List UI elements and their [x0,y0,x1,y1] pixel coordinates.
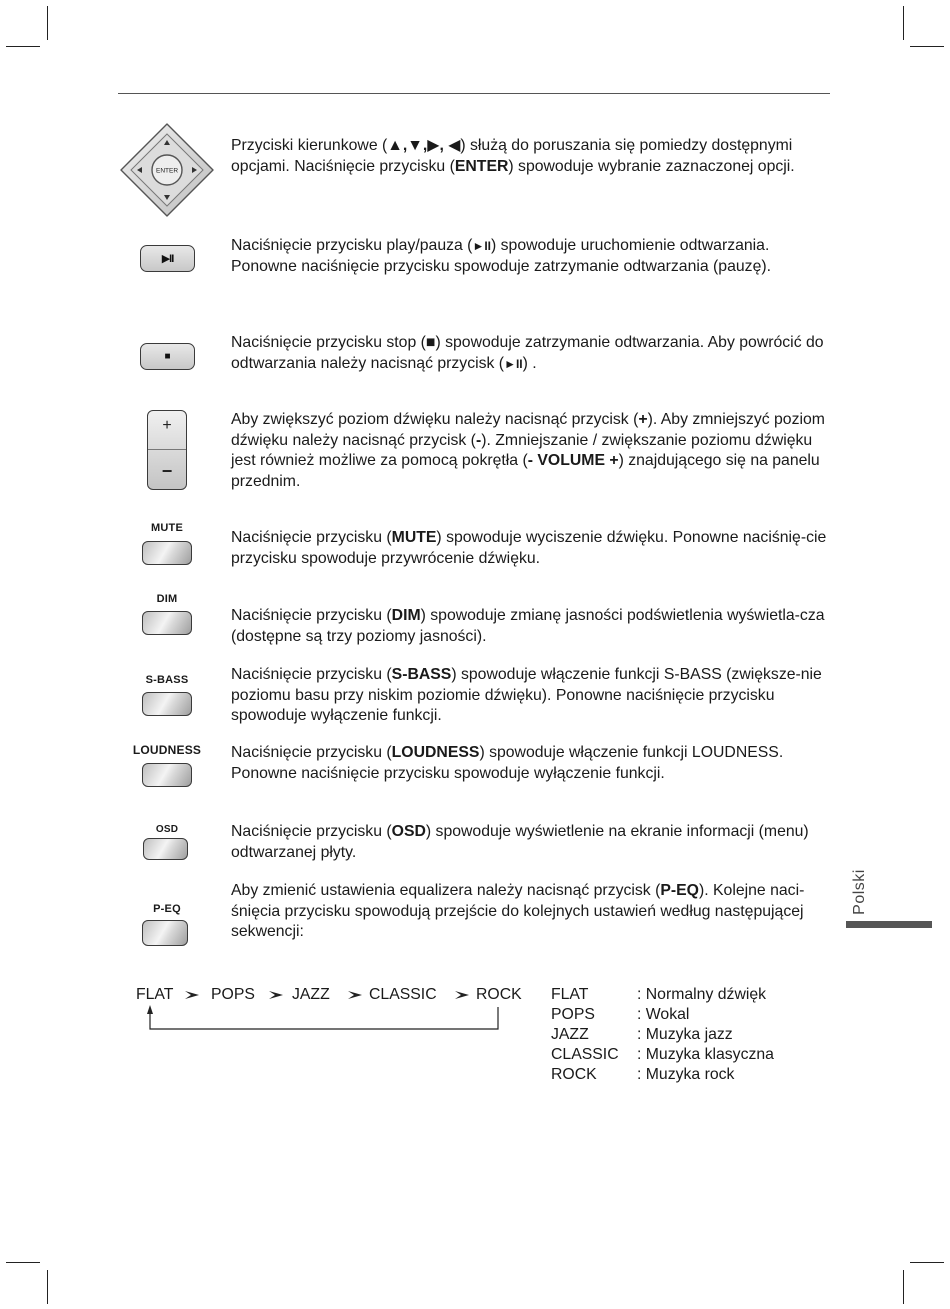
loudness-button-icon [142,763,192,787]
legend-value: : Muzyka jazz [637,1026,733,1043]
stop-glyph: ■ [425,334,436,351]
volume-description [231,410,833,492]
sequence-item: FLAT [136,986,174,1003]
text: ) znajdującego się na panelu przednim. [231,452,820,490]
sbass-button-icon [142,692,192,716]
play-pause-glyph: ►II [504,356,523,371]
text: ) spowoduje zatrzymanie odtwarzania. Aby powrócić do odtwarzania należy nacisnąć przycisk ( [231,334,824,372]
plus-sign: + [162,417,172,434]
text: Aby zmienić ustawienia equalizera należy nacisnąć przycisk ( [231,882,661,899]
legend-value: : Muzyka rock [637,1066,735,1083]
sequence-arrows [130,985,530,1037]
legend-value: : Muzyka klasyczna [637,1046,774,1063]
arrow-up-icon [147,1005,153,1014]
volume-rocker-icon [147,410,187,490]
bold-term: LOUDNESS [391,744,480,761]
language-tab-bar [846,921,932,928]
mute-button-icon [142,541,192,565]
osd-button-icon [143,838,188,860]
text: Naciśnięcie przycisku play/pauza ( [231,237,473,254]
volume-divider [148,449,186,450]
text: ). Zmniejszanie / zwiększanie poziomu dźwięku jest również możliwe za pomocą pokrętła ( [231,431,813,469]
text: ). Aby zmniejszyć poziom dźwięku należy nacisnąć przycisk ( [231,411,825,449]
arrow-glyphs: ▲,▼,▶, ◀ [387,137,461,154]
sequence-item: JAZZ [292,986,330,1003]
loudness-description [231,743,833,784]
language-tab [848,862,872,922]
legend-key: ROCK [551,1066,597,1083]
bold-term: DIM [391,607,421,624]
legend-key: POPS [551,1006,595,1023]
text: ) spowoduje uruchomienie odtwarzania. Ponowne naciśnięcie przycisku spowoduje zatrzymanie odtwarzania (pauzę). [231,237,772,275]
text: ) . [522,354,537,372]
stop-button-icon [140,343,195,370]
arrow-right-icon [447,991,469,999]
navigation-pad-icon [119,122,215,218]
text: ) spowoduje wyciszenie dźwięku. Ponowne naciśnię-cie przycisku spowoduje przywrócenie dźwięku. [231,529,827,567]
bold-term: OSD [391,823,426,840]
sequence-item: ROCK [476,986,522,1003]
text: Naciśnięcie przycisku stop ( [231,334,426,351]
play-pause-glyph: ▶II [161,253,174,265]
arrow-right-icon [261,991,283,999]
bold-term: - [475,431,482,449]
dim-label: DIM [156,593,178,605]
legend-value: : Normalny dźwięk [637,986,767,1003]
play-description [231,236,833,277]
crop-mark [910,46,944,47]
crop-mark [6,1262,40,1263]
sequence-item: CLASSIC [369,986,437,1003]
text: Naciśnięcie przycisku ( [231,666,392,683]
crop-mark [6,46,40,47]
loop-back-line [150,1007,498,1029]
text: ). Kolejne naci-śnięcia przycisku spowodują przejście do kolejnych ustawień według następującej sekwencji: [231,882,805,940]
mute-label: MUTE [151,522,183,534]
text: Przyciski kierunkowe ( [231,137,388,154]
text: ) służą do poruszania się pomiedzy dostępnymi opcjami. Naciśnięcie przycisku ( [231,137,793,175]
bold-term: - VOLUME + [527,452,619,469]
peq-button-icon [142,920,188,946]
text: ) spowoduje wybranie zaznaczonej opcji. [508,157,795,175]
text: ) spowoduje włączenie funkcji S-BASS (zwiększe-nie poziomu basu przy niskim poziomie dźwięku). Ponowne naciśnięcie przycisku spowoduje wyłączenie funkcji. [231,666,822,724]
text: Naciśnięcie przycisku ( [231,607,392,624]
dim-button-icon [142,611,192,635]
legend-key: FLAT [551,986,589,1003]
text: ) spowoduje włączenie funkcji LOUDNESS. Ponowne naciśnięcie przycisku spowoduje wyłączenie funkcji. [231,744,784,782]
sbass-description [231,665,833,727]
crop-mark [910,1262,944,1263]
bold-term: + [638,411,648,428]
mute-description [231,528,833,569]
language-tab-label: Polski [851,869,868,915]
dim-description [231,606,833,647]
osd-label: OSD [155,824,179,835]
text: Naciśnięcie przycisku ( [231,529,392,546]
text: Aby zwiększyć poziom dźwięku należy nacisnąć przycisk ( [231,411,639,428]
sbass-label: S-BASS [145,674,189,686]
stop-description [231,333,833,374]
nav-description [231,136,833,177]
legend-key: CLASSIC [551,1046,619,1063]
peq-description [231,881,833,943]
legend-key: JAZZ [551,1026,589,1043]
legend-value: : Wokal [637,1006,690,1023]
text: ) spowoduje zmianę jasności podświetlenia wyświetla-cza (dostępne są trzy poziomy jasności). [231,607,825,645]
bold-term: MUTE [391,529,437,546]
osd-description [231,822,833,863]
crop-mark [903,6,904,40]
sequence-item: POPS [211,986,255,1003]
play-pause-glyph: ►II [472,239,491,253]
crop-mark [903,1270,904,1304]
bold-term: P-EQ [660,882,699,899]
crop-mark [47,6,48,40]
bold-term: ENTER [454,157,509,175]
text: Naciśnięcie przycisku ( [231,744,392,761]
enter-label: ENTER [155,167,179,175]
crop-mark [47,1270,48,1304]
stop-glyph: ■ [164,351,171,362]
peq-label: P-EQ [153,903,181,915]
header-rule [118,93,830,94]
minus-sign: − [161,461,173,481]
loudness-label: LOUDNESS [132,743,202,757]
play-pause-button-icon [140,245,195,272]
arrow-right-icon [177,991,199,999]
text: Naciśnięcie przycisku ( [231,823,392,840]
text: ) spowoduje wyświetlenie na ekranie informacji (menu) odtwarzanej płyty. [231,823,809,861]
arrow-right-icon [340,991,362,999]
bold-term: S-BASS [391,666,452,683]
